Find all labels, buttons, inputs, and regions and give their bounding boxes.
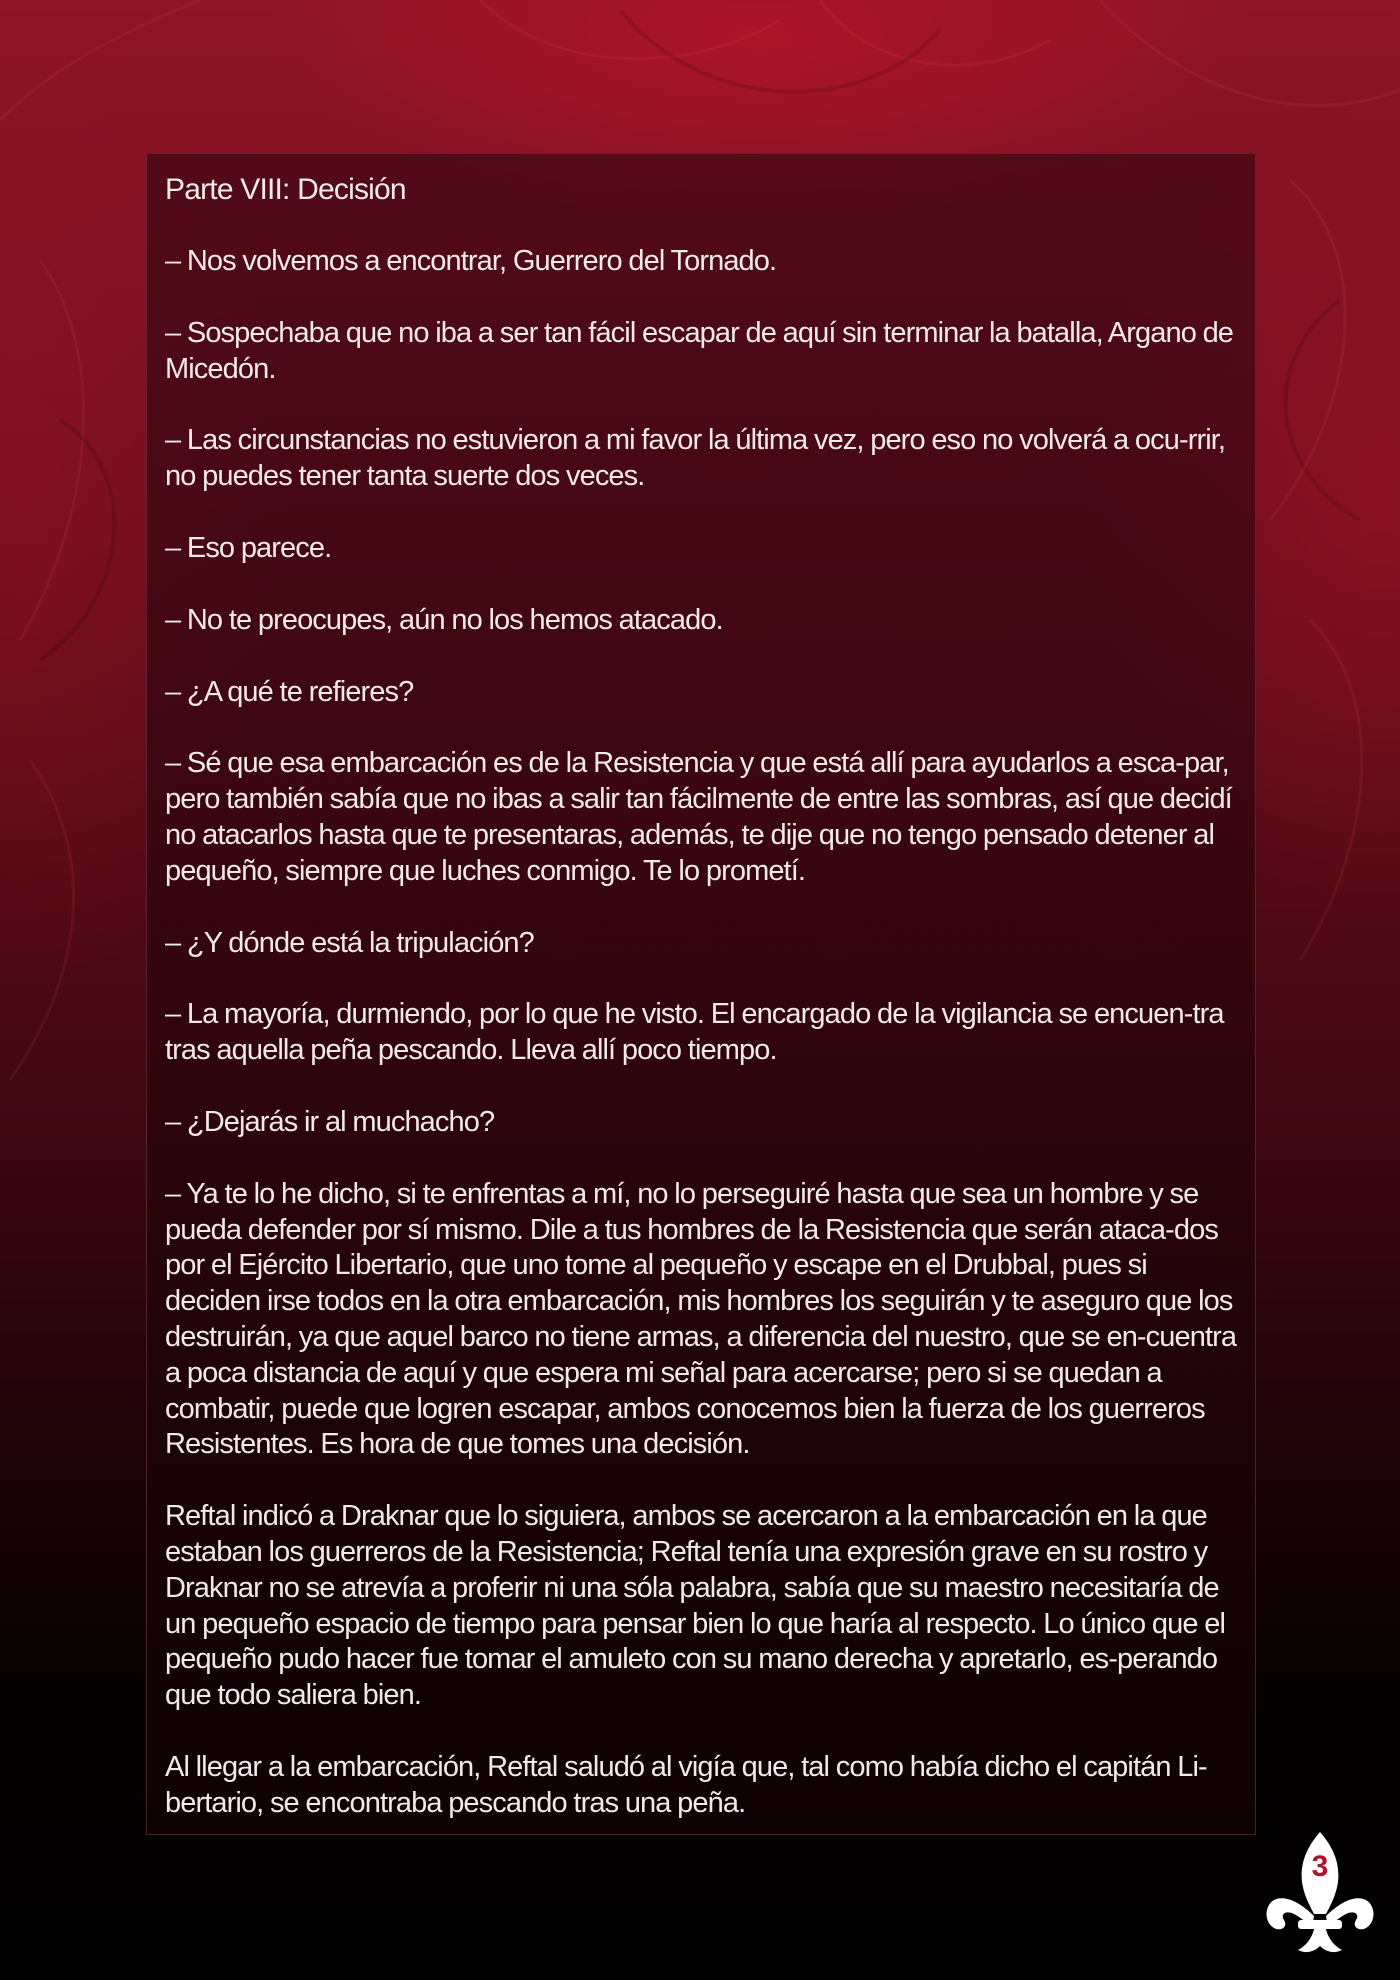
paragraph: – ¿Y dónde está la tripulación? — [165, 926, 534, 959]
paragraph: – Sé que esa embarcación es de la Resistencia y que está allí para ayudarlos a esca-par, pero también sabía que no ibas a salir tan fácilmente de entre las sombras, así que decidí no atacarlos hasta que te presentaras, además, te dije que no tengo pensado detener al pequeño, siempre que luches conmigo. Te lo prometí. — [165, 747, 1232, 887]
story-text-panel — [146, 153, 1256, 1835]
paragraph: – Ya te lo he dicho, si te enfrentas a mí, no lo perseguiré hasta que sea un hombre y se pueda defender por sí mismo. Dile a tus hombres de la Resistencia que serán ataca-dos por el Ejército Libertario, que uno tome al pequeño y escape en el Drubbal, pues si deciden irse todos en la otra embarcación, mis hombres los seguirán y te aseguro que los destruirán, ya que aquel barco no tiene armas, a diferencia del nuestro, que se en-cuentra a poca distancia de aquí y que espera mi señal para acercarse; pero si se quedan a combatir, puede que logren escapar, ambos conocemos bien la fuerza de los guerreros Resistentes. Es hora de que tomes una decisión. — [165, 1177, 1237, 1461]
paragraph: – Nos volvemos a encontrar, Guerrero del Tornado. — [165, 245, 777, 277]
paragraph: – Eso parece. — [165, 531, 332, 564]
paragraph: – La mayoría, durmiendo, por lo que he visto. El encargado de la vigilancia se encuen-tra tras aquella peña pescando. Lleva allí poco tiempo. — [165, 998, 1224, 1067]
paragraph: – Las circunstancias no estuvieron a mi favor la última vez, pero eso no volverá a ocu-rrir, no puedes tener tanta suerte dos veces. — [165, 424, 1226, 493]
paragraph: – No te preocupes, aún no los hemos atacado. — [165, 603, 723, 636]
paragraph: – Sospechaba que no iba a ser tan fácil escapar de aquí sin terminar la batalla, Argano de Micedón. — [165, 316, 1234, 385]
page-number: 3 — [1311, 1850, 1329, 1883]
paragraph: Al llegar a la embarcación, Reftal saludó al vigía que, tal como había dicho el capitán Li-bertario, se encontraba pescando tras una peña. — [165, 1750, 1207, 1819]
paragraph: – ¿A qué te refieres? — [165, 675, 414, 708]
chapter-title: Parte VIII: Decisión — [165, 173, 406, 206]
paragraph: Reftal indicó a Draknar que lo siguiera, ambos se acercaron a la embarcación en la que estaban los guerreros de la Resistencia; Reftal tenía una expresión grave en su rostro y Draknar no se atrevía a proferir ni una sóla palabra, sabía que su maestro necesitaría de un pequeño espacio de tiempo para pensar bien lo que haría al respecto. Lo único que el pequeño pudo hacer fue tomar el amuleto con su mano derecha y apretarlo, es-perando que todo saliera bien. — [165, 1500, 1226, 1712]
paragraph: – ¿Dejarás ir al muchacho? — [165, 1105, 495, 1138]
